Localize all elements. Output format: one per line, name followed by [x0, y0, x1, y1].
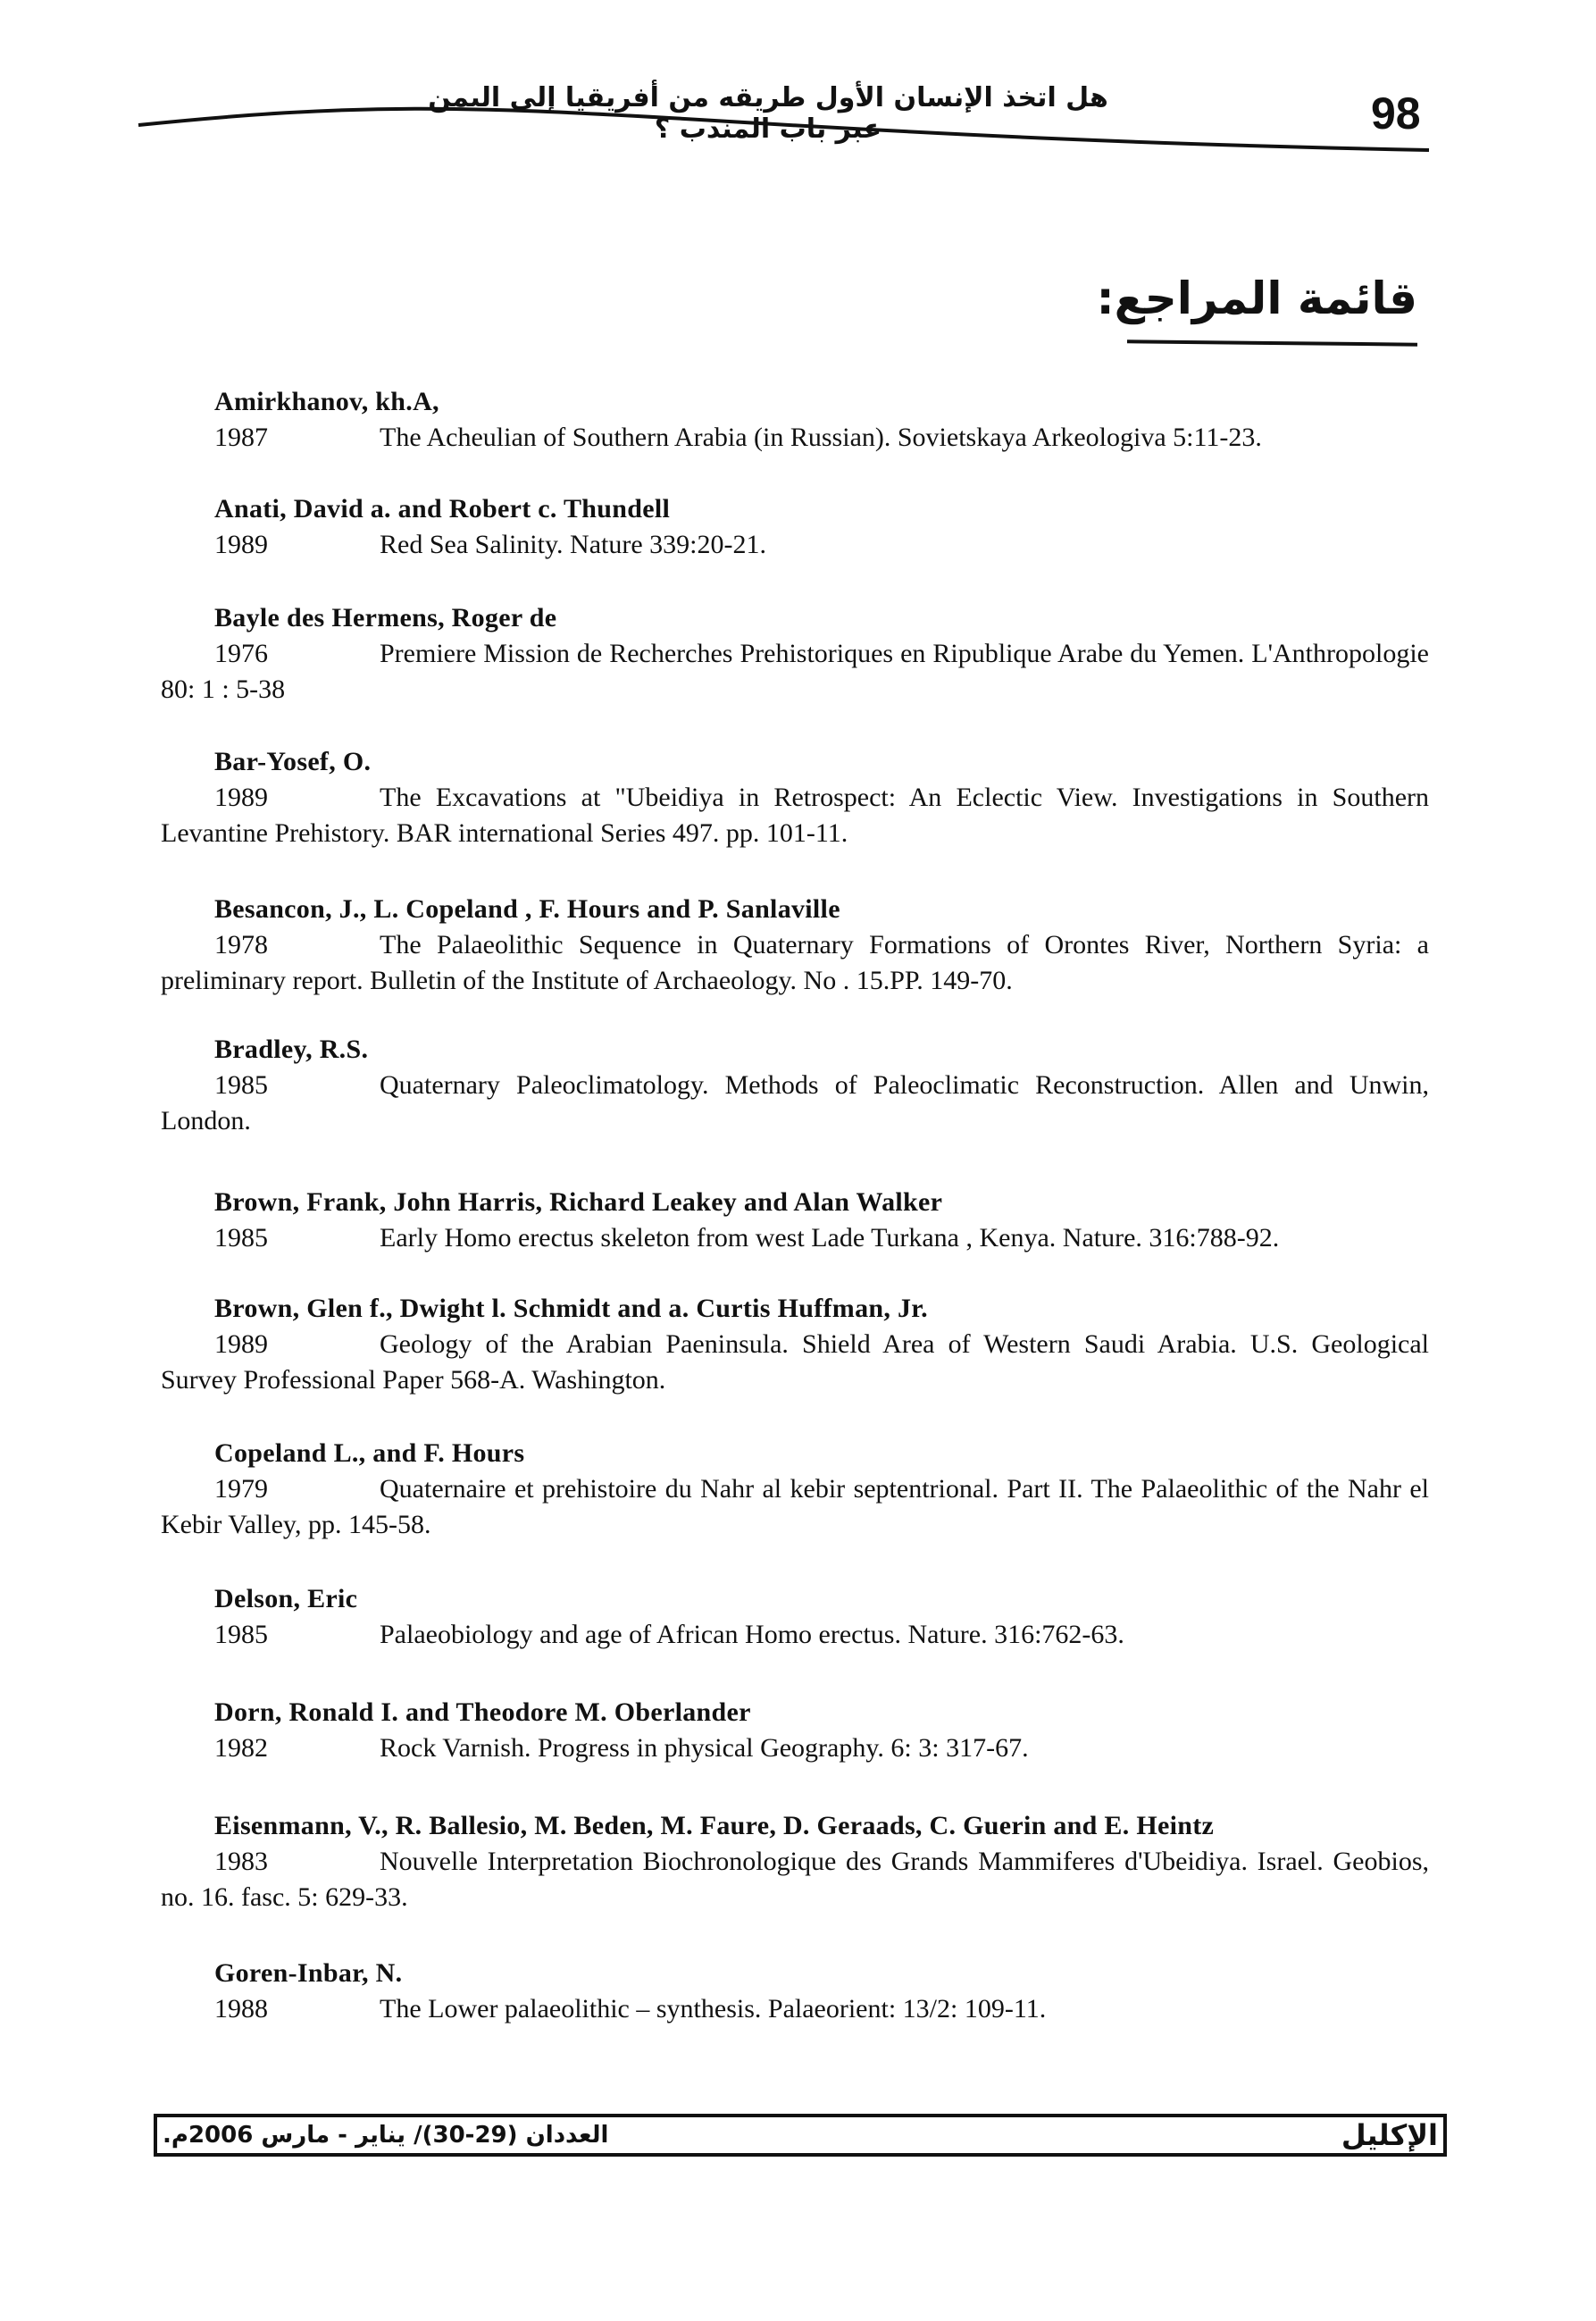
reference-year: 1988: [214, 1994, 268, 2024]
reference-entry: [161, 1808, 1429, 1915]
reference-author: Copeland L., and F. Hours: [214, 1438, 525, 1468]
reference-body: [161, 780, 1429, 851]
reference-text: Quaternaire et prehistoire du Nahr al kebir septentrional. Part II. The Palaeolithic of the Nahr el Kebir Valley, pp. 145-58.: [161, 1474, 1429, 1539]
reference-text: Rock Varnish. Progress in physical Geography. 6: 3: 317-67.: [380, 1733, 1029, 1763]
reference-text: The Excavations at "Ubeidiya in Retrospect: An Eclectic View. Investigations in Southern Levantine Prehistory. BAR international Series 497. pp. 101-11.: [161, 783, 1429, 848]
references-heading: قائمة المراجع:: [1096, 272, 1417, 324]
reference-entry: [161, 1436, 1429, 1543]
reference-body: [161, 420, 1429, 456]
reference-author: Dorn, Ronald I. and Theodore M. Oberlander: [214, 1697, 751, 1727]
reference-body: [161, 1991, 1429, 2027]
reference-author: Bradley, R.S.: [214, 1035, 369, 1064]
reference-entry: [161, 600, 1429, 708]
reference-year: 1985: [214, 1070, 268, 1100]
reference-year: 1987: [214, 423, 268, 452]
reference-body: [161, 527, 1429, 563]
reference-text: Quaternary Paleoclimatology. Methods of Paleoclimatic Reconstruction. Allen and Unwin, London.: [161, 1070, 1429, 1135]
reference-text: Red Sea Salinity. Nature 339:20-21.: [380, 530, 766, 559]
reference-author: Bayle des Hermens, Roger de: [214, 603, 557, 633]
reference-year: 1985: [214, 1223, 268, 1253]
page-number: 98: [1371, 88, 1421, 138]
reference-entry: [161, 744, 1429, 851]
header-rule: [0, 0, 1596, 179]
reference-entry: [161, 1032, 1429, 1139]
reference-year: 1976: [214, 639, 268, 668]
reference-year: 1989: [214, 530, 268, 559]
reference-year: 1982: [214, 1733, 268, 1763]
reference-body: [161, 1844, 1429, 1915]
reference-body: [161, 1730, 1429, 1766]
reference-author: Bar-Yosef, O.: [214, 747, 372, 776]
reference-entry: [161, 1956, 1429, 2027]
reference-author: Anati, David a. and Robert c. Thundell: [214, 494, 671, 524]
journal-logo: الإكليل: [1341, 2118, 1438, 2152]
reference-entry: [161, 491, 1429, 563]
reference-body: [161, 1068, 1429, 1139]
reference-year: 1989: [214, 783, 268, 812]
running-title: هل اتخذ الإنسان الأول طريقه من أفريقيا إلى اليمن عبر باب المندب ؟: [428, 82, 1108, 145]
reference-text: The Palaeolithic Sequence in Quaternary Formations of Orontes River, Northern Syria: a preliminary report. Bulletin of the Institute of Archaeology. No . 15.PP. 149-70.: [161, 930, 1429, 995]
reference-author: Brown, Frank, John Harris, Richard Leakey and Alan Walker: [214, 1187, 943, 1217]
reference-body: [161, 1220, 1429, 1256]
reference-text: Geology of the Arabian Paeninsula. Shield Area of Western Saudi Arabia. U.S. Geological Survey Professional Paper 568-A. Washington.: [161, 1329, 1429, 1395]
reference-entry: [161, 892, 1429, 999]
reference-text: Early Homo erectus skeleton from west Lade Turkana , Kenya. Nature. 316:788-92.: [380, 1223, 1280, 1253]
reference-text: Palaeobiology and age of African Homo erectus. Nature. 316:762-63.: [380, 1620, 1124, 1649]
reference-body: [161, 636, 1429, 708]
reference-author: Goren-Inbar, N.: [214, 1958, 403, 1988]
reference-entry: [161, 384, 1429, 456]
heading-underline: [1127, 339, 1417, 346]
reference-year: 1985: [214, 1620, 268, 1649]
reference-body: [161, 1327, 1429, 1398]
reference-year: 1979: [214, 1474, 268, 1504]
reference-entry: [161, 1291, 1429, 1398]
reference-year: 1983: [214, 1847, 268, 1876]
reference-entry: [161, 1185, 1429, 1256]
reference-author: Besancon, J., L. Copeland , F. Hours and P. Sanlaville: [214, 894, 840, 924]
reference-entry: [161, 1581, 1429, 1653]
footer: [154, 2114, 1447, 2157]
reference-body: [161, 927, 1429, 999]
reference-text: Premiere Mission de Recherches Prehistoriques en Ripublique Arabe du Yemen. L'Anthropologie 80: 1 : 5-38: [161, 639, 1429, 704]
reference-entry: [161, 1695, 1429, 1766]
reference-author: Brown, Glen f., Dwight l. Schmidt and a. Curtis Huffman, Jr.: [214, 1294, 928, 1323]
reference-text: The Acheulian of Southern Arabia (in Russian). Sovietskaya Arkeologiva 5:11-23.: [380, 423, 1262, 452]
reference-author: Delson, Eric: [214, 1584, 358, 1613]
reference-body: [161, 1471, 1429, 1543]
reference-year: 1978: [214, 930, 268, 959]
reference-text: The Lower palaeolithic – synthesis. Palaeorient: 13/2: 109-11.: [380, 1994, 1047, 2024]
reference-author: Amirkhanov, kh.A,: [214, 387, 439, 416]
reference-text: Nouvelle Interpretation Biochronologique des Grands Mammiferes d'Ubeidiya. Israel. Geobios, no. 16. fasc. 5: 629-33.: [161, 1847, 1429, 1912]
footer-issue: العددان (29-30)/ يناير - مارس 2006م.: [163, 2122, 609, 2149]
reference-author: Eisenmann, V., R. Ballesio, M. Beden, M. Faure, D. Geraads, C. Guerin and E. Heintz: [214, 1811, 1215, 1840]
reference-year: 1989: [214, 1329, 268, 1359]
reference-body: [161, 1617, 1429, 1653]
